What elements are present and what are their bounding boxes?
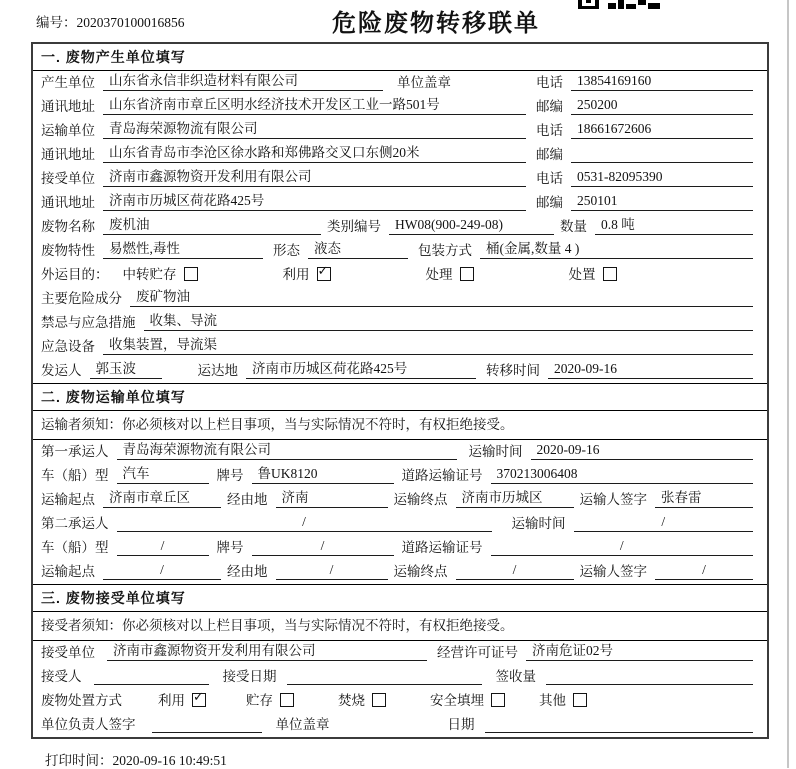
row-producer-unit: [33, 71, 767, 95]
date-value: [485, 717, 754, 733]
row-transporter-address: [33, 143, 767, 167]
receiver-zip-label: 邮编: [536, 195, 563, 210]
received-amount-value: [546, 669, 753, 685]
purpose-treat-label: 处理: [425, 267, 453, 282]
transporter-unit-label: 运输单位: [41, 123, 95, 138]
purpose-transit-storage-checkbox: [184, 267, 198, 281]
receiver-unit-value: 济南市鑫源物资开发利用有限公司: [103, 165, 526, 187]
row-first-carrier: [33, 440, 767, 464]
manifest-number-label: 编号：: [36, 15, 77, 30]
business-license-value: 济南危证02号: [526, 639, 753, 661]
receiver-address-value: 济南市历城区荷花路425号: [103, 189, 526, 211]
receiver-notice: 接受者须知：你必须核对以上栏目事项，当与实际情况不符时，有权拒绝接受。: [33, 612, 767, 641]
quantity-value: 0.8 吨: [595, 213, 753, 235]
transporter-unit-value: 青岛海荣源物流有限公司: [103, 117, 526, 139]
row-accepting-unit: [33, 641, 767, 665]
row-waste-name: [33, 215, 767, 239]
accepting-unit-label: 接受单位: [41, 645, 95, 660]
disposal-incinerate-checkbox: [372, 693, 386, 707]
acceptor-label: 接受人: [41, 669, 82, 684]
accept-date-label: 接受日期: [222, 669, 277, 684]
route-via-2-label: 经由地: [227, 564, 268, 579]
print-time-label: 打印时间：: [45, 753, 113, 768]
row-vehicle-2: [33, 536, 767, 560]
carrier-signature-label: 运输人签字: [579, 492, 647, 507]
row-disposal-method: [33, 689, 767, 713]
packing-label: 包装方式: [418, 243, 472, 258]
route-via-2-value: /: [276, 562, 388, 580]
received-amount-label: 签收量: [495, 669, 536, 684]
category-code-value: HW08(900-249-08): [389, 217, 554, 235]
waste-name-value: 废机油: [103, 213, 321, 235]
waste-name-label: 废物名称: [41, 219, 95, 234]
row-route-2: [33, 560, 767, 584]
plate-number-2-value: /: [252, 538, 394, 556]
disposal-other-label: 其他: [539, 693, 566, 708]
print-time: [45, 749, 227, 769]
section-receiver-title: 三. 废物接受单位填写: [33, 585, 767, 612]
disposal-storage-label: 贮存: [246, 693, 273, 708]
disposal-method-label: 废物处置方式: [41, 693, 122, 708]
second-carrier-value: /: [117, 514, 492, 532]
row-route-1: [33, 488, 767, 512]
date-label: 日期: [447, 717, 475, 732]
transport-time-label: 运输时间: [468, 444, 523, 459]
disposal-utilize-checkbox: [192, 693, 206, 707]
producer-zip-label: 邮编: [536, 99, 563, 114]
disposal-landfill-label: 安全填埋: [430, 693, 484, 708]
emergency-equipment-value: 收集装置，导流渠: [103, 333, 753, 355]
route-end-label: 运输终点: [393, 492, 448, 507]
manifest-number-value: 2020370100016856: [76, 15, 185, 30]
purpose-utilize-checkbox: [317, 267, 331, 281]
second-carrier-label: 第二承运人: [41, 516, 109, 531]
purpose-treat-checkbox: [460, 267, 474, 281]
route-start-value: 济南市章丘区: [103, 486, 221, 508]
accepting-unit-value: 济南市鑫源物资开发利用有限公司: [107, 639, 427, 661]
producer-phone-label: 电话: [536, 75, 563, 90]
transfer-purpose-label: 外运目的：: [41, 267, 109, 282]
transport-time-2-value: /: [574, 514, 754, 532]
row-responsible-signature: [33, 713, 767, 737]
producer-unit-value: 山东省永信非织造材料有限公司: [103, 69, 383, 91]
disposal-utilize-label: 利用: [158, 693, 185, 708]
accept-date-value: [287, 669, 482, 685]
quantity-label: 数量: [560, 219, 587, 234]
business-license-label: 经营许可证号: [437, 645, 518, 660]
qr-code-fragment: [578, 0, 660, 9]
unit-stamp-label: 单位盖章: [397, 75, 451, 90]
shipper-label: 发运人: [41, 363, 82, 378]
transporter-zip-label: 邮编: [536, 147, 563, 162]
road-permit-value: 370213006408: [491, 466, 754, 484]
section-transport: [33, 384, 767, 585]
transporter-notice: 运输者须知：你必须核对以上栏目事项，当与实际情况不符时，有权拒绝接受。: [33, 411, 767, 440]
vehicle-type-value: 汽车: [117, 462, 209, 484]
transfer-date-label: 转移时间: [486, 363, 540, 378]
receiver-zip-value: 250101: [571, 193, 753, 211]
first-carrier-value: 青岛海荣源物流有限公司: [117, 438, 457, 460]
first-carrier-label: 第一承运人: [41, 444, 109, 459]
transport-time-2-label: 运输时间: [511, 516, 566, 531]
row-shipper: [33, 359, 767, 383]
row-second-carrier: [33, 512, 767, 536]
receiver-address-label: 通讯地址: [41, 195, 95, 210]
row-receiver-unit: [33, 167, 767, 191]
destination-label: 运达地: [197, 363, 238, 378]
producer-address-value: 山东省济南市章丘区明水经济技术开发区工业一路501号: [103, 93, 526, 115]
route-end-value: 济南市历城区: [456, 486, 574, 508]
receiver-stamp-label: 单位盖章: [275, 717, 330, 732]
main-hazard-value: 废矿物油: [130, 285, 753, 307]
vehicle-type-2-label: 车（船）型: [41, 540, 109, 555]
section-producer: [33, 44, 767, 384]
road-permit-2-label: 道路运输证号: [401, 540, 483, 555]
category-code-label: 类别编号: [327, 219, 381, 234]
route-start-2-value: /: [103, 562, 221, 580]
carrier-signature-2-label: 运输人签字: [579, 564, 647, 579]
section-receiver: [33, 585, 767, 737]
route-start-2-label: 运输起点: [41, 564, 95, 579]
responsible-signature-label: 单位负责人签字: [41, 717, 136, 732]
row-transfer-purpose: [33, 263, 767, 287]
row-emergency-equipment: [33, 335, 767, 359]
disposal-other-checkbox: [573, 693, 587, 707]
row-transporter-unit: [33, 119, 767, 143]
road-permit-2-value: /: [491, 538, 754, 556]
plate-number-label: 牌号: [216, 468, 244, 483]
manifest-number: [36, 11, 185, 31]
row-vehicle-1: [33, 464, 767, 488]
receiver-unit-label: 接受单位: [41, 171, 95, 186]
transporter-address-value: 山东省青岛市李沧区徐水路和郑佛路交叉口东侧20米: [103, 141, 526, 163]
carrier-signature-value: 张春雷: [655, 486, 753, 508]
emergency-measures-label: 禁忌与应急措施: [41, 315, 136, 330]
road-permit-label: 道路运输证号: [401, 468, 483, 483]
page-title: 危险废物转移联单: [332, 10, 540, 37]
row-emergency-measures: [33, 311, 767, 335]
print-time-value: 2020-09-16 10:49:51: [112, 753, 227, 768]
route-end-2-label: 运输终点: [393, 564, 448, 579]
transporter-address-label: 通讯地址: [41, 147, 95, 162]
packing-value: 桶(金属,数量 4 ): [480, 237, 753, 259]
producer-unit-label: 产生单位: [41, 75, 95, 90]
disposal-incinerate-label: 焚烧: [338, 693, 365, 708]
section-producer-title: 一. 废物产生单位填写: [33, 44, 767, 71]
waste-traits-label: 废物特性: [41, 243, 95, 258]
waste-form-label: 形态: [273, 243, 300, 258]
waste-traits-value: 易燃性,毒性: [103, 237, 263, 259]
transporter-phone-value: 18661672606: [571, 121, 753, 139]
row-producer-address: [33, 95, 767, 119]
receiver-phone-label: 电话: [536, 171, 563, 186]
manifest-form: [31, 42, 769, 739]
route-end-2-value: /: [456, 562, 574, 580]
carrier-signature-2-value: /: [655, 562, 753, 580]
route-via-label: 经由地: [227, 492, 268, 507]
transport-time-value: 2020-09-16: [531, 442, 754, 460]
emergency-equipment-label: 应急设备: [41, 339, 95, 354]
disposal-storage-checkbox: [280, 693, 294, 707]
responsible-signature-value: [152, 717, 262, 733]
producer-zip-value: 250200: [571, 97, 753, 115]
acceptor-value: [94, 669, 209, 685]
route-via-value: 济南: [276, 486, 388, 508]
vehicle-type-2-value: /: [117, 538, 209, 556]
main-hazard-label: 主要危险成分: [41, 291, 122, 306]
producer-phone-value: 13854169160: [571, 73, 753, 91]
row-acceptor: [33, 665, 767, 689]
disposal-landfill-checkbox: [491, 693, 505, 707]
row-waste-traits: [33, 239, 767, 263]
plate-number-value: 鲁UK8120: [252, 462, 394, 484]
section-transport-title: 二. 废物运输单位填写: [33, 384, 767, 411]
transfer-date-value: 2020-09-16: [548, 361, 753, 379]
scan-edge-line: [787, 0, 789, 768]
emergency-measures-value: 收集、导流: [144, 309, 754, 331]
purpose-dispose-label: 处置: [568, 267, 596, 282]
shipper-value: 郭玉波: [90, 357, 162, 379]
purpose-utilize-label: 利用: [282, 267, 310, 282]
transporter-zip-value: [571, 147, 753, 163]
producer-address-label: 通讯地址: [41, 99, 95, 114]
route-start-label: 运输起点: [41, 492, 95, 507]
destination-value: 济南市历城区荷花路425号: [246, 357, 476, 379]
purpose-dispose-checkbox: [603, 267, 617, 281]
transporter-phone-label: 电话: [536, 123, 563, 138]
row-receiver-address: [33, 191, 767, 215]
vehicle-type-label: 车（船）型: [41, 468, 109, 483]
plate-number-2-label: 牌号: [216, 540, 244, 555]
waste-form-value: 液态: [308, 237, 408, 259]
receiver-phone-value: 0531-82095390: [571, 169, 753, 187]
purpose-transit-storage-label: 中转贮存: [122, 267, 177, 282]
row-main-hazard: [33, 287, 767, 311]
